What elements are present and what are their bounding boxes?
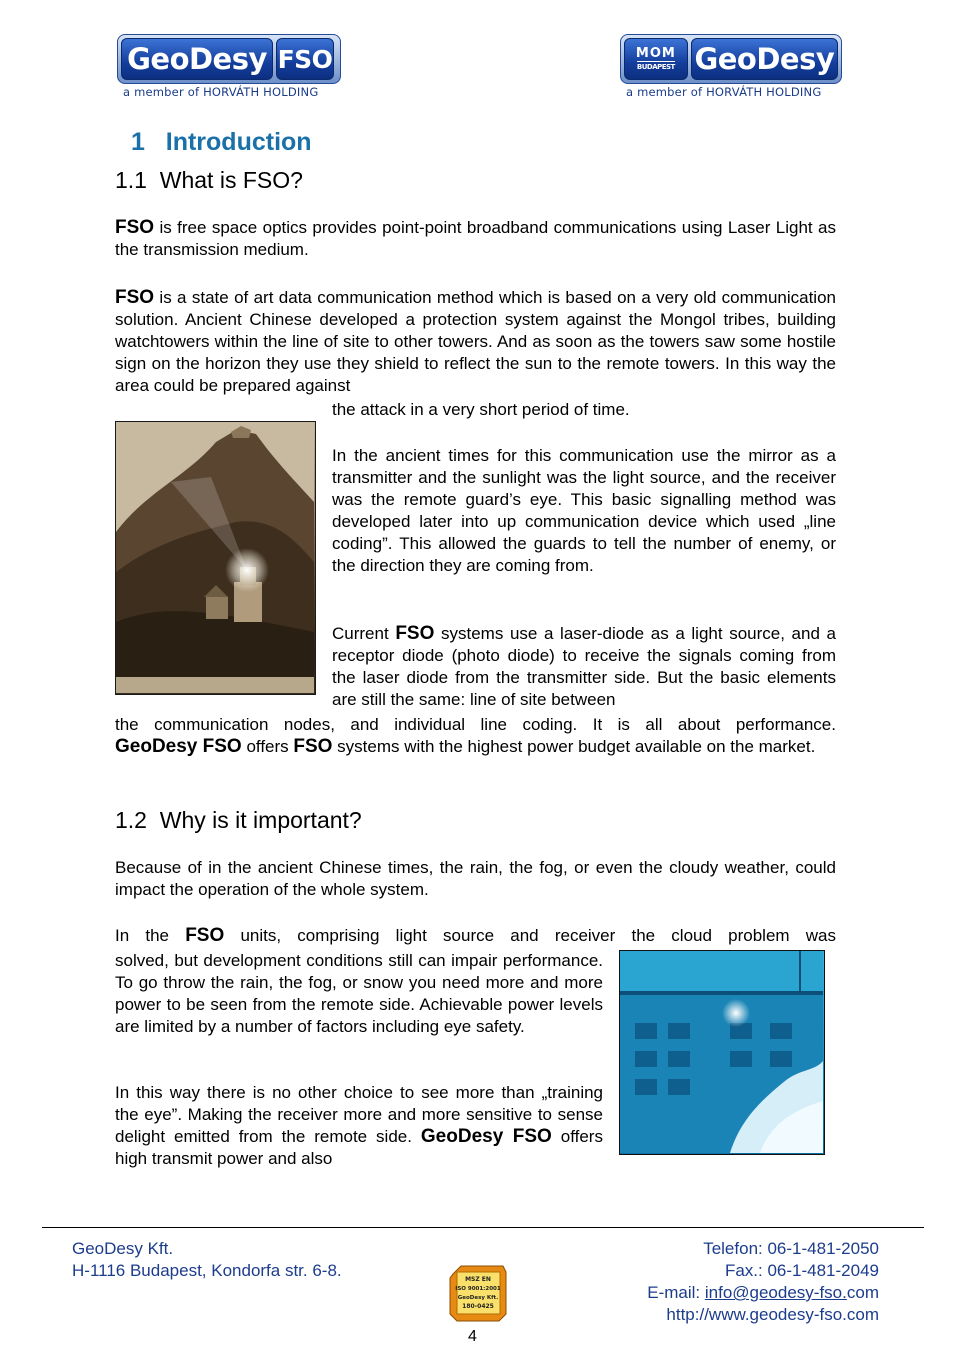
email-tail: com <box>846 1283 879 1302</box>
section-number: 1 <box>131 128 145 156</box>
paragraph-text: is free space optics provides point-point broadband communications using Laser Light as the transmission medium. <box>115 218 836 259</box>
paragraph-text: In this way there is no other choice to see more than „training the eye”. Making the receiver more and more sensitive to sense delight emitted from the remote side. <box>115 1083 603 1146</box>
paragraph-text: In the <box>115 926 186 945</box>
page-number: 4 <box>468 1328 477 1345</box>
paragraph-fso-units <box>115 925 836 947</box>
paragraph-text: units, comprising light source and receiver the cloud problem was <box>224 926 836 945</box>
paragraph-weather-impact: Because of in the ancient Chinese times, the rain, the fog, or even the cloudy weather, could impact the operation of the whole system. <box>115 858 836 899</box>
fso-term: FSO <box>115 217 155 238</box>
iso-line-1: MSZ EN <box>465 1276 491 1283</box>
logo-tagline: a member of HORVÁTH HOLDING <box>626 85 822 99</box>
mom-budapest-mark <box>624 38 688 80</box>
budapest-text: BUDAPEST <box>636 62 675 71</box>
logo-geodesy-word: GeoDesy <box>691 38 838 80</box>
iso-line-2: ISO 9001:2001 <box>455 1286 501 1292</box>
fso-term: FSO <box>185 925 225 946</box>
mom-text: MOM <box>635 45 676 61</box>
fso-term: FSO <box>115 287 155 308</box>
email-label: E-mail: <box>647 1283 705 1302</box>
section-1-heading <box>131 128 312 157</box>
fso-term: FSO <box>293 736 333 757</box>
fso-term: FSO <box>395 623 435 644</box>
paragraph-text: offers <box>241 737 294 756</box>
footer-company: GeoDesy Kft. <box>72 1239 174 1258</box>
iso-badge-icon <box>447 1264 508 1322</box>
footer-website[interactable] <box>666 1304 879 1326</box>
section-1-1-heading <box>115 167 303 194</box>
paragraph-text: Current <box>332 624 396 643</box>
section-number: 1.2 <box>115 807 147 833</box>
logo-fso-word: FSO <box>276 38 334 80</box>
footer-phone: Telefon: 06-1-481-2050 <box>703 1239 879 1258</box>
fso-building-photo <box>619 950 825 1155</box>
paragraph-current-fso-cont: the communication nodes, and individual line coding. It is all about performance. <box>115 715 836 734</box>
email-link[interactable]: info@geodesy-fso. <box>704 1283 847 1302</box>
logo-tagline: a member of HORVÁTH HOLDING <box>123 85 319 99</box>
watchtower-photo <box>115 421 316 695</box>
paragraph-text: is a state of art data communication method which is based on a very old communication solution. Ancient Chinese developed a protection system against the Mongol tribes, building watchtowers within the line of site to other towers. And as soon as the towers saw some hostile sign on the horizon they use they shield to reflect the sun to the remote towers. In this way the area could be prepared against <box>115 288 836 395</box>
geodesy-fso-term: GeoDesy FSO <box>115 736 242 757</box>
paragraph-current-fso-end <box>115 736 836 758</box>
website-link[interactable]: http://www.geodesy-fso.com <box>666 1305 879 1324</box>
footer-divider <box>42 1227 924 1228</box>
paragraph-text: offers high transmit power and also <box>115 1127 603 1168</box>
section-title: Why is it important? <box>159 807 362 833</box>
paragraph-training-eye <box>115 1082 603 1170</box>
paragraph-fso-definition <box>115 217 836 261</box>
iso-certification-badge <box>447 1264 508 1322</box>
paragraph-ancient-signalling: In the ancient times for this communication use the mirror as a transmitter and the sunlight was the light source, and the receiver was the remote guard’s eye. This basic signalling method was developed later into up communication device which used „line coding”. This allowed the guards to tell the number of enemy, or the direction they are coming from. <box>332 446 836 575</box>
watchtower-illustration <box>116 422 314 693</box>
iso-line-4: 180-0425 <box>462 1303 494 1310</box>
geodesy-fso-term: GeoDesy FSO <box>420 1126 552 1147</box>
paragraph-fso-units-cont: solved, but development conditions still can impair performance. To go throw the rain, the fog, or snow you need more and more power to be seen from the remote side. Achievable power levels are limited by a number of factors including eye safety. <box>115 951 603 1036</box>
mom-geodesy-logo <box>620 34 842 99</box>
paragraph-text: systems use a laser-diode as a light source, and a receptor diode (photo diode) to receive the signals coming from the laser diode from the transmitter side. But the basic elements are still the same: line of site between <box>332 624 836 709</box>
geodesy-fso-logo <box>117 34 341 99</box>
section-title: Introduction <box>165 128 312 156</box>
footer-fax: Fax.: 06-1-481-2049 <box>724 1261 879 1280</box>
fso-building-illustration <box>620 951 823 1153</box>
paragraph-current-fso <box>332 623 836 711</box>
paragraph-text: systems with the highest power budget available on the market. <box>332 737 816 756</box>
paragraph-fso-history-end: the attack in a very short period of time. <box>332 400 630 419</box>
footer-email <box>647 1282 879 1304</box>
section-number: 1.1 <box>115 167 147 193</box>
section-1-2-heading <box>115 807 362 834</box>
paragraph-fso-history <box>115 287 836 397</box>
iso-line-3: GeoDesy Kft. <box>457 1295 499 1301</box>
footer-address: H-1116 Budapest, Kondorfa str. 6-8. <box>72 1261 342 1280</box>
section-title: What is FSO? <box>159 167 303 193</box>
logo-geodesy-word: GeoDesy <box>121 38 273 80</box>
